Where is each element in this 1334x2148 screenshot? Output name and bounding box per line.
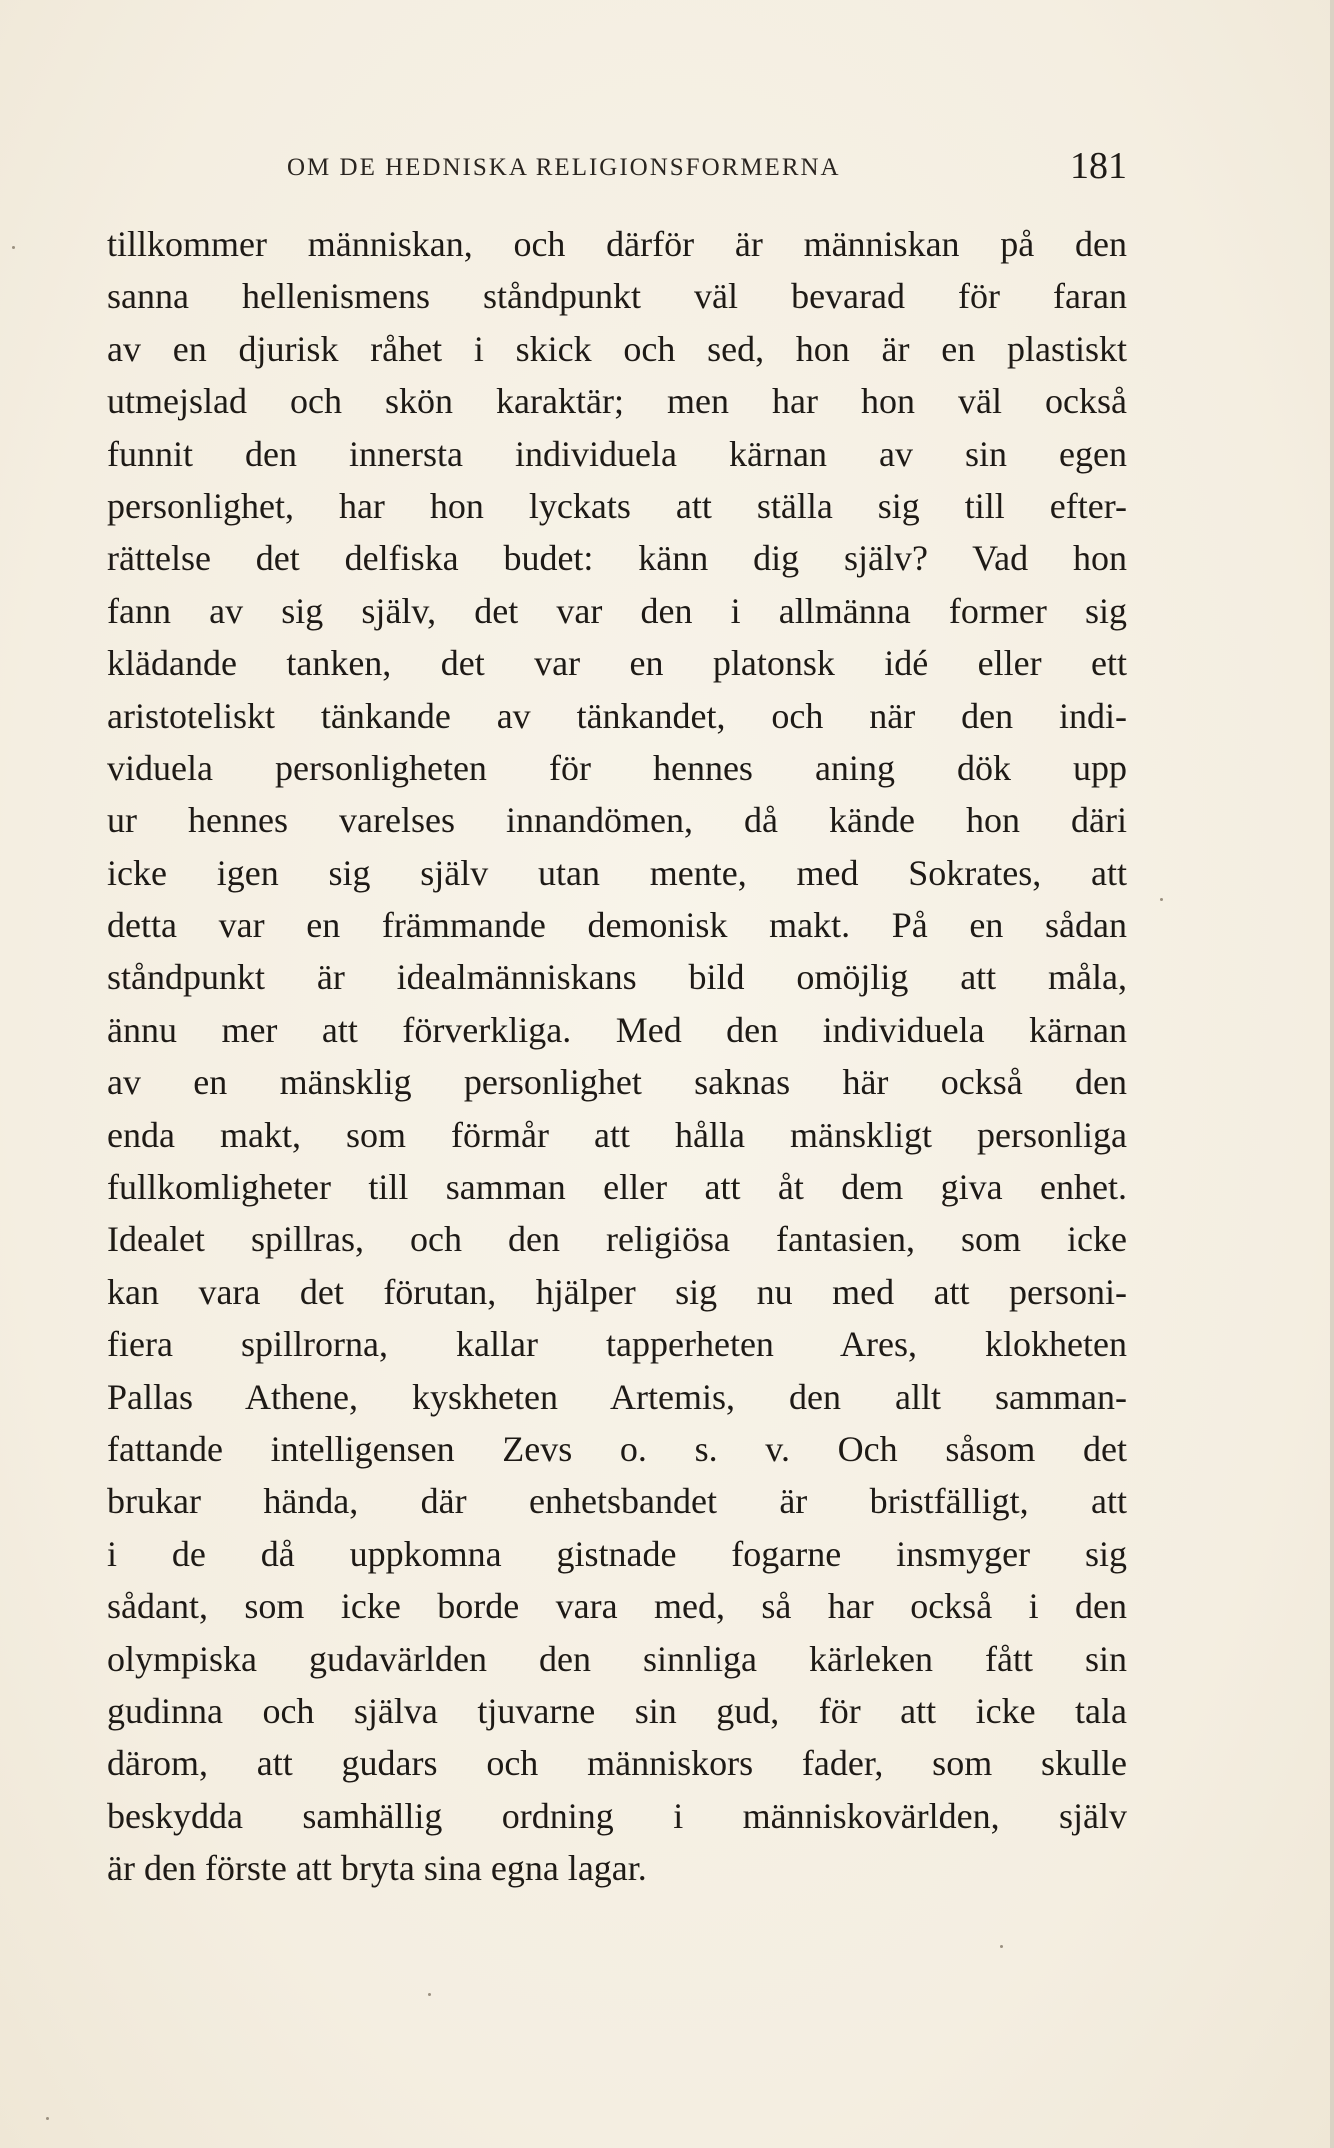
paper-speck: [428, 1993, 431, 1996]
text-line: fiera spillrorna, kallar tapperheten Ares, klokheten: [107, 1324, 1127, 1365]
page-header: [107, 140, 1127, 196]
text-line: av en djurisk råhet i skick och sed, hon är en plastiskt: [107, 328, 1127, 369]
text-line: personlighet, har hon lyckats att ställa sig till efter-: [107, 485, 1127, 526]
text-line: beskydda samhällig ordning i människovärlden, själv: [107, 1795, 1127, 1836]
body-text: [107, 218, 1127, 1895]
paper-speck: [46, 2117, 49, 2120]
text-line: kan vara det förutan, hjälper sig nu med att personi-: [107, 1271, 1127, 1312]
text-line: aristoteliskt tänkande av tänkandet, och när den indi-: [107, 695, 1127, 736]
running-title: OM DE HEDNISKA RELIGIONSFORMERNA: [287, 154, 841, 181]
text-line: icke igen sig själv utan mente, med Sokrates, att: [107, 852, 1127, 893]
text-line: ståndpunkt är idealmänniskans bild omöjlig att måla,: [107, 957, 1127, 998]
text-line: tillkommer människan, och därför är människan på den: [107, 224, 1127, 264]
paper-speck: [1160, 898, 1163, 901]
text-line: ännu mer att förverkliga. Med den individuela kärnan: [107, 1009, 1127, 1050]
text-line: klädande tanken, det var en platonsk idé eller ett: [107, 643, 1127, 684]
text-line: därom, att gudars och människors fader, som skulle: [107, 1743, 1127, 1784]
text-line: Pallas Athene, kyskheten Artemis, den allt samman-: [107, 1376, 1127, 1417]
text-line: sanna hellenismens ståndpunkt väl bevarad för faran: [107, 276, 1127, 317]
text-line: fullkomligheter till samman eller att åt dem giva enhet.: [107, 1167, 1127, 1208]
page-number: 181: [1070, 145, 1127, 187]
text-line: fann av sig själv, det var den i allmänna former sig: [107, 590, 1127, 631]
text-line: detta var en främmande demonisk makt. På en sådan: [107, 905, 1127, 946]
text-line: rättelse det delfiska budet: känn dig själv? Vad hon: [107, 538, 1127, 579]
text-line: gudinna och själva tjuvarne sin gud, för att icke tala: [107, 1690, 1127, 1731]
text-line: sådant, som icke borde vara med, så har också i den: [107, 1586, 1127, 1627]
text-line: brukar hända, där enhetsbandet är bristfälligt, att: [107, 1481, 1127, 1522]
text-line: utmejslad och skön karaktär; men har hon väl också: [107, 381, 1127, 422]
paper-speck: [1000, 1945, 1003, 1948]
text-line: är den förste att bryta sina egna lagar.: [107, 1848, 647, 1889]
page-edge: [1330, 0, 1334, 2148]
paper-speck: [12, 246, 15, 249]
text-line: fattande intelligensen Zevs o. s. v. Och såsom det: [107, 1428, 1127, 1469]
text-line: funnit den innersta individuela kärnan av sin egen: [107, 433, 1127, 474]
text-line: viduela personligheten för hennes aning dök upp: [107, 747, 1127, 788]
text-line: ur hennes varelses innandömen, då kände hon däri: [107, 800, 1127, 841]
text-line: Idealet spillras, och den religiösa fantasien, som icke: [107, 1219, 1127, 1260]
text-line: olympiska gudavärlden den sinnliga kärleken fått sin: [107, 1638, 1127, 1679]
text-line: enda makt, som förmår att hålla mänskligt personliga: [107, 1114, 1127, 1155]
text-line: i de då uppkomna gistnade fogarne insmyger sig: [107, 1533, 1127, 1574]
text-line: av en mänsklig personlighet saknas här också den: [107, 1062, 1127, 1103]
